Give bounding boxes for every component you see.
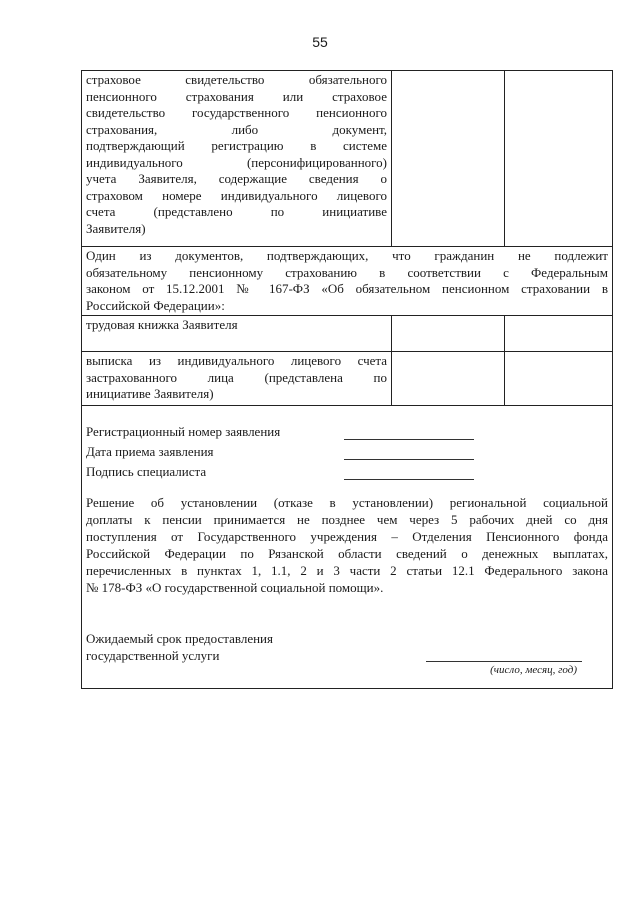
text-line: свидетельство государственного пенсионного: [86, 105, 387, 120]
row-3-description: [82, 316, 392, 351]
text-line: подтверждающий регистрацию в системе: [86, 138, 387, 153]
text-line: законом от 15.12.2001 № 167-ФЗ «Об обязательном пенсионном страховании в: [86, 281, 608, 296]
text-line: страховое свидетельство обязательного: [86, 72, 387, 87]
expected-date-blank[interactable]: [426, 661, 582, 662]
text-line: пенсионного страхования или страховое: [86, 88, 387, 104]
signature-blank[interactable]: [344, 469, 474, 480]
expected-date-hint: (число, месяц, год): [490, 664, 577, 676]
date-received-label: Дата приема заявления: [86, 444, 214, 459]
row-registration-info: [82, 406, 612, 688]
signature-label: Подпись специалиста: [86, 464, 207, 479]
row-4-cell-3: [505, 352, 612, 405]
text-line: поступления от Государственного учреждения – Отделения Пенсионного фонда: [86, 529, 608, 544]
row-1-description: [82, 71, 392, 246]
text-line: Российской Федерации по Рязанской области сведений о денежных выплатах,: [86, 546, 608, 561]
reg-number-blank[interactable]: [344, 429, 474, 440]
text-line: Российской Федерации»:: [86, 297, 225, 313]
row-employment-record: [82, 316, 612, 352]
row-3-cell-2: [392, 316, 505, 351]
row-account-statement: [82, 352, 612, 406]
expected-term-line-2: государственной услуги: [86, 648, 220, 663]
expected-term-line-1: Ожидаемый срок предоставления: [86, 631, 273, 646]
expected-term: [86, 630, 608, 664]
text-line: выписка из индивидуального лицевого счета: [86, 353, 387, 368]
row-pension-insurance-certificate: [82, 71, 612, 247]
text-line: страхования, либо документ,: [86, 121, 387, 137]
text-line: страховом номере индивидуального лицевого: [86, 187, 387, 203]
date-received-blank[interactable]: [344, 449, 474, 460]
text-line: доплаты к пенсии принимается не позднее чем через 5 рабочих дней со дня: [86, 512, 608, 527]
text-line: трудовая книжка Заявителя: [86, 317, 238, 332]
text-line: перечисленных в пунктах 1, 1.1, 2 и 3 части 2 статьи 12.1 Федерального закона: [86, 563, 608, 578]
row-1-cell-3: [505, 71, 612, 246]
text-line: застрахованного лица (представлена по: [86, 369, 387, 385]
text-line: счета (представлено по инициативе: [86, 204, 387, 219]
text-line: учета Заявителя, содержащие сведения о: [86, 171, 387, 186]
row-not-subject-to-insurance: [82, 247, 612, 316]
row-3-cell-3: [505, 316, 612, 351]
row-4-cell-2: [392, 352, 505, 405]
row-4-description: [82, 352, 392, 405]
row-2-description: [82, 247, 612, 315]
reg-number-label: Регистрационный номер заявления: [86, 424, 281, 439]
text-line: Решение об установлении (отказе в установлении) региональной социальной: [86, 495, 608, 510]
row-1-cell-2: [392, 71, 505, 246]
text-line: Один из документов, подтверждающих, что гражданин не подлежит: [86, 248, 608, 263]
decision-paragraph: [86, 494, 608, 596]
page-number: 55: [312, 34, 328, 50]
text-line: обязательному пенсионному страхованию в соответствии с Федеральным: [86, 264, 608, 280]
signature-field: [86, 460, 608, 480]
text-line: инициативе Заявителя): [86, 386, 214, 401]
text-line: № 178-ФЗ «О государственной социальной помощи».: [86, 580, 384, 595]
text-line: индивидуального (персонифицированного): [86, 154, 387, 170]
application-form-table: [81, 70, 613, 689]
text-line: Заявителя): [86, 220, 146, 236]
reg-number-field: [86, 420, 608, 440]
date-received-field: [86, 440, 608, 460]
